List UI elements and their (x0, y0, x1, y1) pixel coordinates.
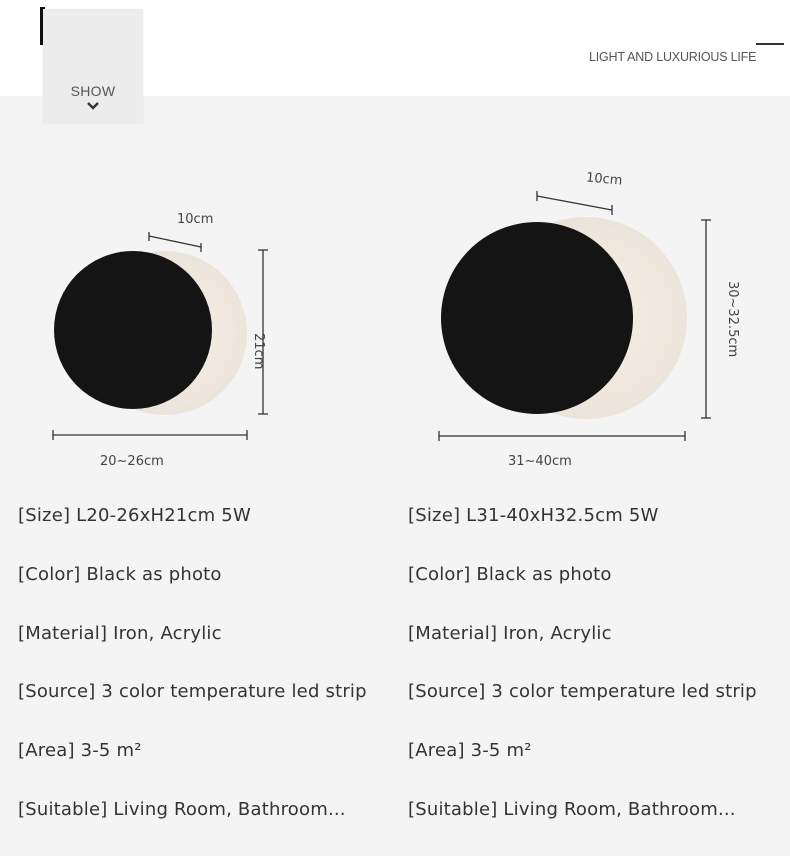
dim-small-width-line (53, 430, 247, 440)
slogan: LIGHT AND LUXURIOUS LIFE (589, 50, 757, 64)
dim-small-width: 20~26cm (100, 454, 164, 469)
dim-small-depth: 10cm (177, 212, 214, 227)
dim-small-depth-line (149, 232, 201, 252)
spec-color: [Color] Black as photo (408, 564, 612, 585)
lamp-large (439, 191, 711, 441)
lamp-large-disc (441, 222, 633, 414)
dim-large-depth: 10cm (585, 170, 623, 189)
spec-source: [Source] 3 color temperature led strip (18, 681, 367, 702)
spec-material: [Material] Iron, Acrylic (18, 623, 222, 644)
spec-material: [Material] Iron, Acrylic (408, 623, 612, 644)
spec-suitable: [Suitable] Living Room, Bathroom... (18, 799, 346, 820)
spec-color: [Color] Black as photo (18, 564, 222, 585)
spec-suitable: [Suitable] Living Room, Bathroom... (408, 799, 736, 820)
dim-large-height: 30~32.5cm (725, 281, 740, 358)
dim-large-height-line (701, 220, 711, 418)
spec-source: [Source] 3 color temperature led strip (408, 681, 757, 702)
spec-area: [Area] 3-5 m² (18, 740, 142, 761)
show-label: SHOW (70, 83, 116, 99)
lamp-small (53, 232, 268, 440)
dim-small-height-line (258, 250, 268, 414)
spec-size: [Size] L20-26xH21cm 5W (18, 505, 251, 526)
lamp-small-disc (54, 251, 212, 409)
dim-large-width-line (439, 431, 685, 441)
spec-area: [Area] 3-5 m² (408, 740, 532, 761)
dim-small-height: 21cm (251, 333, 266, 370)
dim-large-width: 31~40cm (508, 454, 572, 469)
dim-large-depth-line (537, 191, 612, 215)
spec-size: [Size] L31-40xH32.5cm 5W (408, 505, 659, 526)
